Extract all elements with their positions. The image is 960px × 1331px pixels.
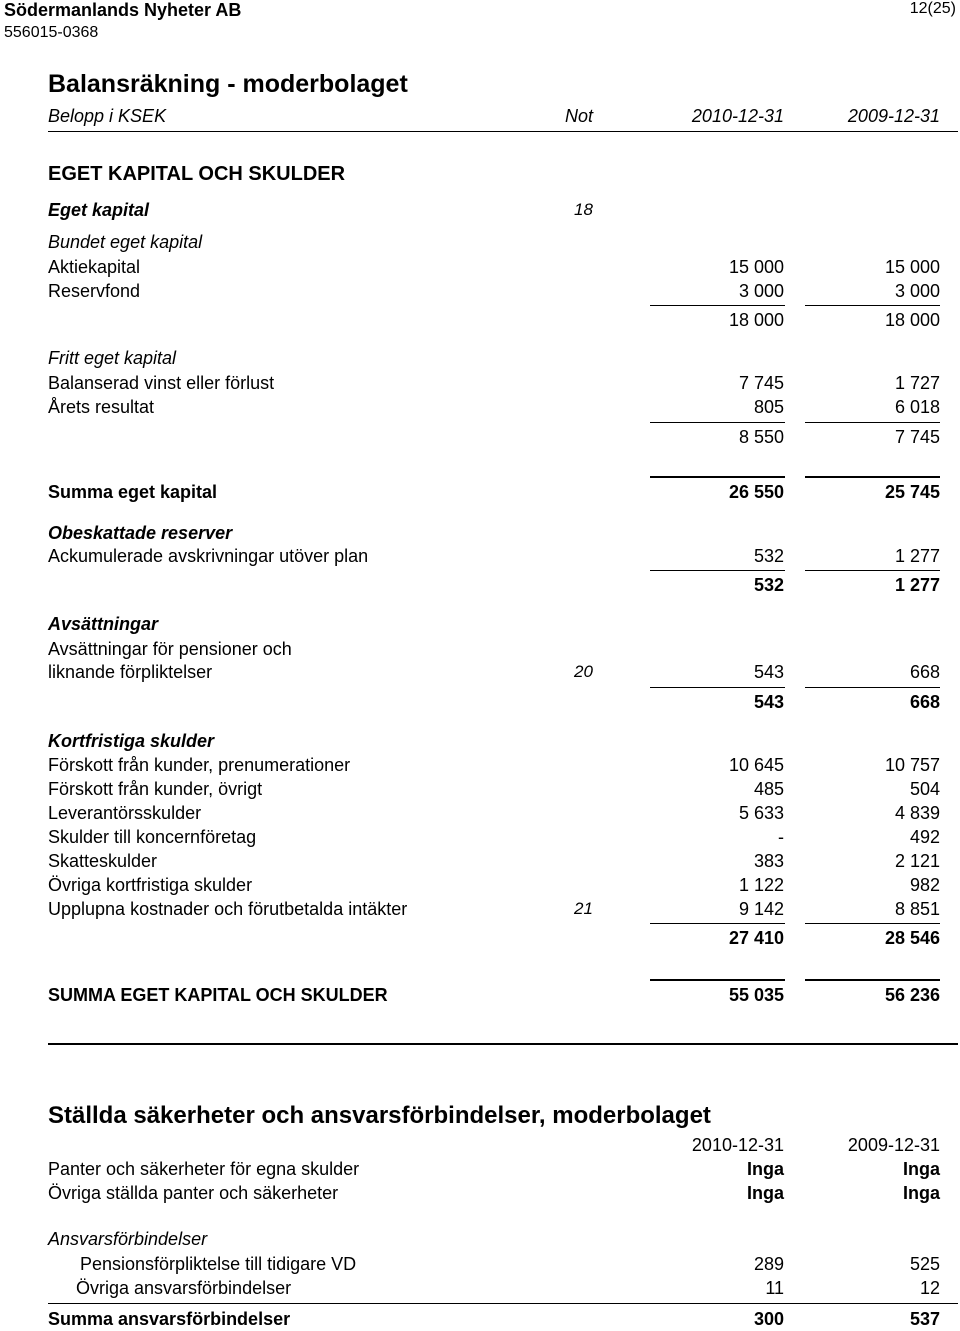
- row-label: Förskott från kunder, övrigt: [48, 779, 263, 799]
- row-value-2009: 4 839: [894, 803, 940, 823]
- row-value-2010: 485: [753, 779, 784, 799]
- balance-row: [0, 397, 960, 419]
- pledged-row-label: Panter och säkerheter för egna skulder: [48, 1159, 360, 1179]
- company-name: Södermanlands Nyheter AB: [4, 0, 242, 20]
- org-number: 556015-0368: [4, 24, 99, 41]
- row-value-2009: 8 851: [894, 899, 940, 919]
- balance-row: [0, 575, 960, 597]
- row-value-2010: 8 550: [738, 427, 784, 447]
- subtotal-rule: [805, 923, 940, 924]
- row-value-2010: 5 633: [738, 803, 784, 823]
- row-label: Leverantörsskulder: [48, 803, 202, 823]
- subtotal-rule: [650, 570, 785, 571]
- balance-row: [0, 281, 960, 303]
- pledged-year1-header: 2010-12-31: [691, 1135, 784, 1155]
- balance-row: [0, 348, 960, 370]
- row-label: Reservfond: [48, 281, 141, 301]
- row-value-2009: 28 546: [884, 928, 940, 948]
- row-value-2009: 504: [909, 779, 940, 799]
- balance-row: [0, 755, 960, 777]
- balance-row: [0, 546, 960, 568]
- balance-row: [0, 257, 960, 279]
- row-value-2010: 18 000: [728, 310, 784, 330]
- section-title: EGET KAPITAL OCH SKULDER: [48, 163, 346, 185]
- row-label: Kortfristiga skulder: [48, 731, 215, 751]
- row-value-2009: 56 236: [884, 985, 940, 1005]
- subtotal-rule: [805, 570, 940, 571]
- subtotal-rule: [650, 923, 785, 924]
- balance-row: [0, 232, 960, 254]
- balance-row: [0, 731, 960, 753]
- subtotal-rule: [805, 422, 940, 423]
- balance-row: [0, 523, 960, 545]
- row-note: 18: [574, 200, 593, 219]
- row-value-2010: 55 035: [728, 985, 784, 1005]
- row-value-2009: 6 018: [894, 397, 940, 417]
- contingent-row-value-2010: 289: [753, 1254, 784, 1274]
- balance-row: [0, 373, 960, 395]
- contingent-row-value-2009: 12: [919, 1278, 940, 1298]
- balance-row: [0, 779, 960, 801]
- row-value-2009: 982: [909, 875, 940, 895]
- row-value-2009: 18 000: [884, 310, 940, 330]
- row-label: Skatteskulder: [48, 851, 158, 871]
- subtotal-rule: [650, 305, 785, 306]
- year2-column-header: 2009-12-31: [847, 106, 940, 126]
- row-value-2009: 10 757: [884, 755, 940, 775]
- row-value-2010: 1 122: [738, 875, 784, 895]
- row-label: Eget kapital: [48, 200, 150, 220]
- row-value-2009: 7 745: [894, 427, 940, 447]
- contingent-row-value-2009: 525: [909, 1254, 940, 1274]
- subtotal-rule: [805, 979, 940, 981]
- row-label: Upplupna kostnader och förutbetalda intäkter: [48, 899, 408, 919]
- contingent-row-label: Pensionsförpliktelse till tidigare VD: [80, 1254, 357, 1274]
- row-value-2010: 543: [753, 662, 784, 682]
- row-label: liknande förpliktelser: [48, 662, 213, 682]
- pledged-row: [0, 1159, 960, 1181]
- page-number: 12(25): [909, 0, 956, 17]
- balance-row: [0, 200, 960, 222]
- row-value-2010: 383: [753, 851, 784, 871]
- balance-row: [0, 614, 960, 636]
- contingent-total-row: [0, 1309, 960, 1331]
- balance-row: [0, 827, 960, 849]
- balance-row: [0, 985, 960, 1007]
- balance-row: [0, 899, 960, 921]
- row-label: Fritt eget kapital: [48, 348, 177, 368]
- row-value-2010: 26 550: [728, 482, 784, 502]
- row-value-2010: 543: [753, 692, 784, 712]
- balance-row: [0, 482, 960, 504]
- pledged-row: [0, 1183, 960, 1205]
- balance-row: [0, 310, 960, 332]
- row-note: 20: [574, 662, 593, 681]
- row-value-2009: 1 277: [894, 546, 940, 566]
- subtotal-rule: [805, 687, 940, 688]
- row-value-2009: 15 000: [884, 257, 940, 277]
- row-label: Bundet eget kapital: [48, 232, 203, 252]
- pledged-year2-header: 2009-12-31: [847, 1135, 940, 1155]
- contingent-total-value-2010: 300: [753, 1309, 784, 1329]
- row-value-2010: 27 410: [728, 928, 784, 948]
- subtotal-rule: [650, 476, 785, 478]
- year1-column-header: 2010-12-31: [691, 106, 784, 126]
- row-label: Balanserad vinst eller förlust: [48, 373, 275, 393]
- row-label: SUMMA EGET KAPITAL OCH SKULDER: [48, 985, 388, 1005]
- pledged-row-value-2010: Inga: [746, 1183, 784, 1203]
- row-label: Avsättningar för pensioner och: [48, 639, 292, 659]
- row-label: Obeskattade reserver: [48, 523, 233, 543]
- contingent-row: [0, 1278, 960, 1300]
- pledged-row-value-2009: Inga: [902, 1183, 940, 1203]
- column-header-row: [0, 106, 960, 128]
- row-value-2009: 668: [909, 662, 940, 682]
- row-value-2009: 492: [909, 827, 940, 847]
- row-note: 21: [574, 899, 593, 918]
- contingent-total-divider: [48, 1303, 958, 1304]
- balance-row: [0, 639, 960, 661]
- row-label: Summa eget kapital: [48, 482, 218, 502]
- row-label: Skulder till koncernföretag: [48, 827, 257, 847]
- pledged-column-header-row: [0, 1135, 960, 1157]
- section-divider: [48, 1043, 958, 1045]
- row-value-2010: 532: [753, 546, 784, 566]
- row-value-2010: 9 142: [738, 899, 784, 919]
- row-label: Aktiekapital: [48, 257, 141, 277]
- row-value-2010: 805: [753, 397, 784, 417]
- row-value-2009: 1 277: [894, 575, 940, 595]
- row-value-2009: 3 000: [894, 281, 940, 301]
- row-label: Övriga kortfristiga skulder: [48, 875, 253, 895]
- contingent-row-label: Övriga ansvarsförbindelser: [76, 1278, 292, 1298]
- row-value-2009: 2 121: [894, 851, 940, 871]
- subtotal-rule: [650, 422, 785, 423]
- subtotal-rule: [650, 979, 785, 981]
- contingent-total-value-2009: 537: [909, 1309, 940, 1329]
- balance-row: [0, 427, 960, 449]
- row-label: Årets resultat: [48, 397, 155, 417]
- row-value-2010: 15 000: [728, 257, 784, 277]
- contingent-row-value-2010: 11: [765, 1278, 784, 1298]
- balance-row: [0, 692, 960, 714]
- row-value-2010: 532: [753, 575, 784, 595]
- contingent-total-label: Summa ansvarsförbindelser: [48, 1309, 291, 1329]
- balance-row: [0, 803, 960, 825]
- pledged-row-value-2009: Inga: [902, 1159, 940, 1179]
- row-label: Förskott från kunder, prenumerationer: [48, 755, 351, 775]
- row-label: Avsättningar: [48, 614, 159, 634]
- row-value-2010: -: [778, 827, 784, 847]
- subtotal-rule: [805, 476, 940, 478]
- pledged-row-value-2010: Inga: [746, 1159, 784, 1179]
- subtotal-rule: [650, 687, 785, 688]
- balance-row: [0, 928, 960, 950]
- row-value-2010: 7 745: [738, 373, 784, 393]
- row-value-2009: 1 727: [894, 373, 940, 393]
- header-divider: [48, 131, 958, 132]
- pledged-row-label: Övriga ställda panter och säkerheter: [48, 1183, 339, 1203]
- balance-row: [0, 662, 960, 684]
- subtotal-rule: [805, 305, 940, 306]
- row-value-2009: 668: [909, 692, 940, 712]
- row-label: Ackumulerade avskrivningar utöver plan: [48, 546, 369, 566]
- note-column-header: Not: [565, 106, 594, 126]
- balance-row: [0, 875, 960, 897]
- contingent-title: Ansvarsförbindelser: [48, 1229, 208, 1249]
- page-title: Balansräkning - moderbolaget: [48, 70, 408, 98]
- row-value-2010: 10 645: [728, 755, 784, 775]
- row-value-2010: 3 000: [738, 281, 784, 301]
- balance-row: [0, 851, 960, 873]
- pledged-title: Ställda säkerheter och ansvarsförbindelser, moderbolaget: [48, 1102, 711, 1129]
- contingent-row: [0, 1254, 960, 1276]
- row-value-2009: 25 745: [884, 482, 940, 502]
- amount-unit-label: Belopp i KSEK: [48, 106, 167, 126]
